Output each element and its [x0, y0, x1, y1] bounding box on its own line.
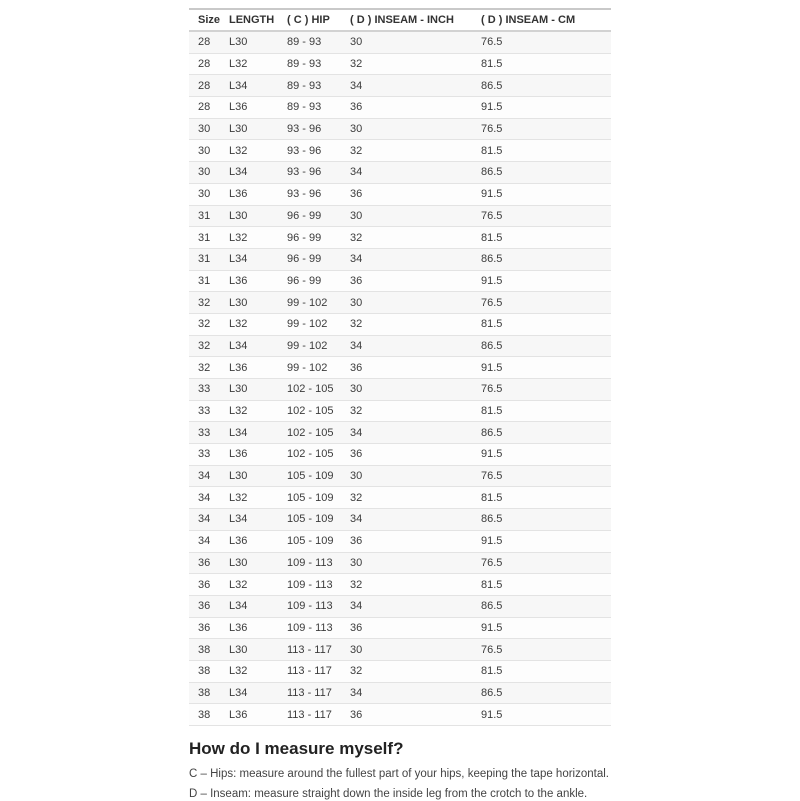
cell-length: L36 — [229, 448, 248, 461]
cell-size: 31 — [198, 274, 211, 287]
cell-inseam-inch: 30 — [350, 123, 363, 136]
cell-inseam-cm: 81.5 — [481, 491, 503, 504]
cell-inseam-cm: 91.5 — [481, 621, 503, 634]
table-row — [189, 248, 611, 270]
cell-size: 33 — [198, 448, 211, 461]
cell-inseam-inch: 32 — [350, 665, 363, 678]
cell-length: L36 — [229, 188, 248, 201]
cell-inseam-cm: 86.5 — [481, 79, 503, 92]
cell-hip: 109 - 113 — [287, 621, 333, 634]
cell-length: L34 — [229, 513, 248, 526]
cell-inseam-cm: 76.5 — [481, 209, 503, 222]
cell-inseam-cm: 81.5 — [481, 665, 503, 678]
cell-size: 33 — [198, 383, 211, 396]
table-row — [189, 292, 611, 314]
cell-length: L34 — [229, 686, 248, 699]
cell-inseam-cm: 76.5 — [481, 36, 503, 49]
cell-length: L30 — [229, 36, 248, 49]
cell-size: 38 — [198, 708, 211, 721]
table-row — [189, 465, 611, 487]
cell-inseam-inch: 34 — [350, 79, 363, 92]
cell-inseam-inch: 30 — [350, 556, 363, 569]
cell-inseam-inch: 30 — [350, 643, 363, 656]
cell-length: L30 — [229, 209, 248, 222]
cell-hip: 105 - 109 — [287, 513, 334, 526]
table-row — [189, 400, 611, 422]
table-row — [189, 118, 611, 140]
cell-inseam-cm: 76.5 — [481, 383, 503, 396]
cell-size: 31 — [198, 231, 211, 244]
cell-size: 34 — [198, 513, 211, 526]
size-chart-body — [189, 31, 611, 726]
table-row — [189, 530, 611, 552]
cell-length: L34 — [229, 166, 248, 179]
cell-length: L36 — [229, 361, 248, 374]
cell-hip: 99 - 102 — [287, 339, 328, 352]
table-row — [189, 422, 611, 444]
cell-size: 28 — [198, 101, 211, 114]
cell-size: 30 — [198, 166, 211, 179]
cell-inseam-cm: 91.5 — [481, 535, 503, 548]
cell-inseam-cm: 91.5 — [481, 274, 503, 287]
cell-hip: 96 - 99 — [287, 231, 322, 244]
cell-length: L36 — [229, 535, 248, 548]
table-row — [189, 97, 611, 119]
cell-hip: 113 - 117 — [287, 708, 332, 721]
cell-size: 28 — [198, 58, 211, 71]
table-row — [189, 574, 611, 596]
cell-inseam-inch: 32 — [350, 405, 363, 418]
cell-inseam-cm: 86.5 — [481, 513, 503, 526]
table-row — [189, 270, 611, 292]
cell-inseam-cm: 86.5 — [481, 253, 503, 266]
cell-hip: 93 - 96 — [287, 166, 322, 179]
cell-size: 30 — [198, 188, 211, 201]
cell-inseam-inch: 32 — [350, 578, 363, 591]
table-row — [189, 552, 611, 574]
cell-length: L36 — [229, 101, 248, 114]
cell-hip: 89 - 93 — [287, 36, 322, 49]
measure-note-hips: C – Hips: measure around the fullest part of your hips, keeping the tape horizontal. — [189, 768, 609, 780]
table-row — [189, 183, 611, 205]
cell-inseam-cm: 76.5 — [481, 123, 503, 136]
cell-length: L30 — [229, 123, 248, 136]
cell-hip: 96 - 99 — [287, 274, 322, 287]
column-header-hip: ( C ) HIP — [287, 14, 330, 26]
cell-inseam-cm: 91.5 — [481, 448, 503, 461]
size-chart-page — [189, 0, 611, 801]
cell-length: L36 — [229, 708, 248, 721]
cell-inseam-inch: 32 — [350, 58, 363, 71]
cell-inseam-cm: 76.5 — [481, 470, 503, 483]
cell-hip: 113 - 117 — [287, 686, 332, 699]
cell-hip: 89 - 93 — [287, 79, 322, 92]
table-row — [189, 75, 611, 97]
cell-inseam-cm: 86.5 — [481, 600, 503, 613]
table-row — [189, 53, 611, 75]
cell-size: 36 — [198, 621, 211, 634]
cell-length: L32 — [229, 578, 248, 591]
cell-length: L30 — [229, 470, 248, 483]
cell-length: L36 — [229, 621, 248, 634]
cell-size: 36 — [198, 578, 211, 591]
cell-hip: 109 - 113 — [287, 600, 333, 613]
cell-size: 38 — [198, 665, 211, 678]
cell-size: 31 — [198, 209, 211, 222]
cell-size: 30 — [198, 123, 211, 136]
cell-size: 32 — [198, 296, 211, 309]
cell-inseam-inch: 36 — [350, 535, 363, 548]
cell-inseam-cm: 91.5 — [481, 101, 503, 114]
cell-size: 32 — [198, 318, 211, 331]
cell-length: L30 — [229, 643, 248, 656]
cell-size: 33 — [198, 405, 211, 418]
cell-inseam-cm: 91.5 — [481, 361, 503, 374]
table-row — [189, 704, 611, 726]
table-row — [189, 595, 611, 617]
cell-hip: 99 - 102 — [287, 361, 328, 374]
cell-inseam-cm: 86.5 — [481, 339, 503, 352]
cell-inseam-inch: 32 — [350, 144, 363, 157]
cell-inseam-cm: 91.5 — [481, 188, 503, 201]
cell-inseam-inch: 34 — [350, 426, 363, 439]
column-header-inseam-inch: ( D ) INSEAM - INCH — [350, 14, 454, 26]
cell-length: L30 — [229, 383, 248, 396]
cell-size: 38 — [198, 643, 211, 656]
cell-length: L32 — [229, 231, 248, 244]
cell-inseam-inch: 36 — [350, 188, 363, 201]
cell-size: 34 — [198, 470, 211, 483]
cell-size: 38 — [198, 686, 211, 699]
cell-inseam-inch: 30 — [350, 470, 363, 483]
cell-size: 36 — [198, 600, 211, 613]
cell-size: 36 — [198, 556, 211, 569]
cell-length: L34 — [229, 600, 248, 613]
cell-hip: 105 - 109 — [287, 470, 334, 483]
cell-inseam-inch: 34 — [350, 339, 363, 352]
cell-inseam-inch: 30 — [350, 209, 363, 222]
cell-inseam-inch: 36 — [350, 101, 363, 114]
table-row — [189, 357, 611, 379]
table-row — [189, 639, 611, 661]
cell-hip: 102 - 105 — [287, 426, 334, 439]
cell-inseam-cm: 81.5 — [481, 144, 503, 157]
cell-hip: 89 - 93 — [287, 101, 322, 114]
cell-hip: 113 - 117 — [287, 665, 332, 678]
cell-hip: 102 - 105 — [287, 448, 334, 461]
cell-size: 28 — [198, 79, 211, 92]
cell-size: 32 — [198, 339, 211, 352]
cell-size: 28 — [198, 36, 211, 49]
table-row — [189, 205, 611, 227]
cell-inseam-inch: 34 — [350, 253, 363, 266]
cell-inseam-inch: 34 — [350, 686, 363, 699]
cell-inseam-cm: 81.5 — [481, 578, 503, 591]
table-row — [189, 313, 611, 335]
cell-inseam-inch: 34 — [350, 600, 363, 613]
cell-size: 31 — [198, 253, 211, 266]
column-header-size: Size — [198, 14, 221, 26]
size-chart-table — [189, 8, 611, 726]
cell-inseam-inch: 34 — [350, 166, 363, 179]
cell-inseam-cm: 81.5 — [481, 405, 503, 418]
cell-inseam-inch: 30 — [350, 383, 363, 396]
table-row — [189, 31, 611, 53]
cell-hip: 89 - 93 — [287, 58, 322, 71]
cell-inseam-cm: 76.5 — [481, 643, 503, 656]
cell-inseam-inch: 36 — [350, 621, 363, 634]
cell-hip: 113 - 117 — [287, 643, 332, 656]
table-row — [189, 227, 611, 249]
cell-hip: 96 - 99 — [287, 253, 322, 266]
cell-inseam-cm: 86.5 — [481, 686, 503, 699]
cell-size: 30 — [198, 144, 211, 157]
cell-inseam-inch: 30 — [350, 36, 363, 49]
table-row — [189, 140, 611, 162]
cell-length: L30 — [229, 296, 248, 309]
cell-inseam-inch: 36 — [350, 361, 363, 374]
cell-hip: 96 - 99 — [287, 209, 322, 222]
cell-length: L32 — [229, 665, 248, 678]
table-header-row — [189, 9, 611, 31]
cell-hip: 99 - 102 — [287, 318, 328, 331]
column-header-inseam-cm: ( D ) INSEAM - CM — [481, 14, 576, 26]
cell-inseam-inch: 36 — [350, 448, 363, 461]
cell-hip: 109 - 113 — [287, 578, 333, 591]
measure-note-inseam: D – Inseam: measure straight down the inside leg from the crotch to the ankle. — [189, 788, 588, 800]
cell-hip: 105 - 109 — [287, 491, 334, 504]
table-row — [189, 509, 611, 531]
cell-inseam-inch: 36 — [350, 708, 363, 721]
cell-inseam-inch: 32 — [350, 231, 363, 244]
measure-heading: How do I measure myself? — [189, 739, 404, 758]
cell-size: 34 — [198, 535, 211, 548]
table-row — [189, 682, 611, 704]
cell-inseam-cm: 81.5 — [481, 58, 503, 71]
cell-hip: 109 - 113 — [287, 556, 333, 569]
table-row — [189, 335, 611, 357]
table-row — [189, 162, 611, 184]
cell-length: L34 — [229, 426, 248, 439]
cell-inseam-cm: 86.5 — [481, 166, 503, 179]
cell-length: L34 — [229, 253, 248, 266]
table-row — [189, 617, 611, 639]
cell-size: 34 — [198, 491, 211, 504]
table-row — [189, 379, 611, 401]
cell-length: L34 — [229, 79, 248, 92]
table-row — [189, 487, 611, 509]
cell-hip: 102 - 105 — [287, 405, 334, 418]
cell-inseam-inch: 30 — [350, 296, 363, 309]
cell-length: L36 — [229, 274, 248, 287]
table-row — [189, 660, 611, 682]
cell-size: 33 — [198, 426, 211, 439]
cell-inseam-inch: 32 — [350, 318, 363, 331]
column-header-length: LENGTH — [229, 14, 275, 26]
cell-length: L30 — [229, 556, 248, 569]
size-chart-header — [189, 9, 611, 31]
cell-inseam-cm: 86.5 — [481, 426, 503, 439]
cell-hip: 93 - 96 — [287, 123, 322, 136]
cell-inseam-cm: 76.5 — [481, 556, 503, 569]
cell-size: 32 — [198, 361, 211, 374]
cell-length: L32 — [229, 405, 248, 418]
cell-length: L32 — [229, 491, 248, 504]
cell-length: L34 — [229, 339, 248, 352]
cell-inseam-cm: 81.5 — [481, 318, 503, 331]
cell-inseam-cm: 91.5 — [481, 708, 503, 721]
cell-inseam-cm: 76.5 — [481, 296, 503, 309]
table-row — [189, 444, 611, 466]
cell-length: L32 — [229, 144, 248, 157]
cell-hip: 99 - 102 — [287, 296, 328, 309]
cell-length: L32 — [229, 318, 248, 331]
cell-hip: 105 - 109 — [287, 535, 334, 548]
cell-inseam-inch: 36 — [350, 274, 363, 287]
cell-inseam-cm: 81.5 — [481, 231, 503, 244]
cell-length: L32 — [229, 58, 248, 71]
cell-inseam-inch: 32 — [350, 491, 363, 504]
cell-inseam-inch: 34 — [350, 513, 363, 526]
cell-hip: 93 - 96 — [287, 144, 322, 157]
cell-hip: 93 - 96 — [287, 188, 322, 201]
cell-hip: 102 - 105 — [287, 383, 334, 396]
